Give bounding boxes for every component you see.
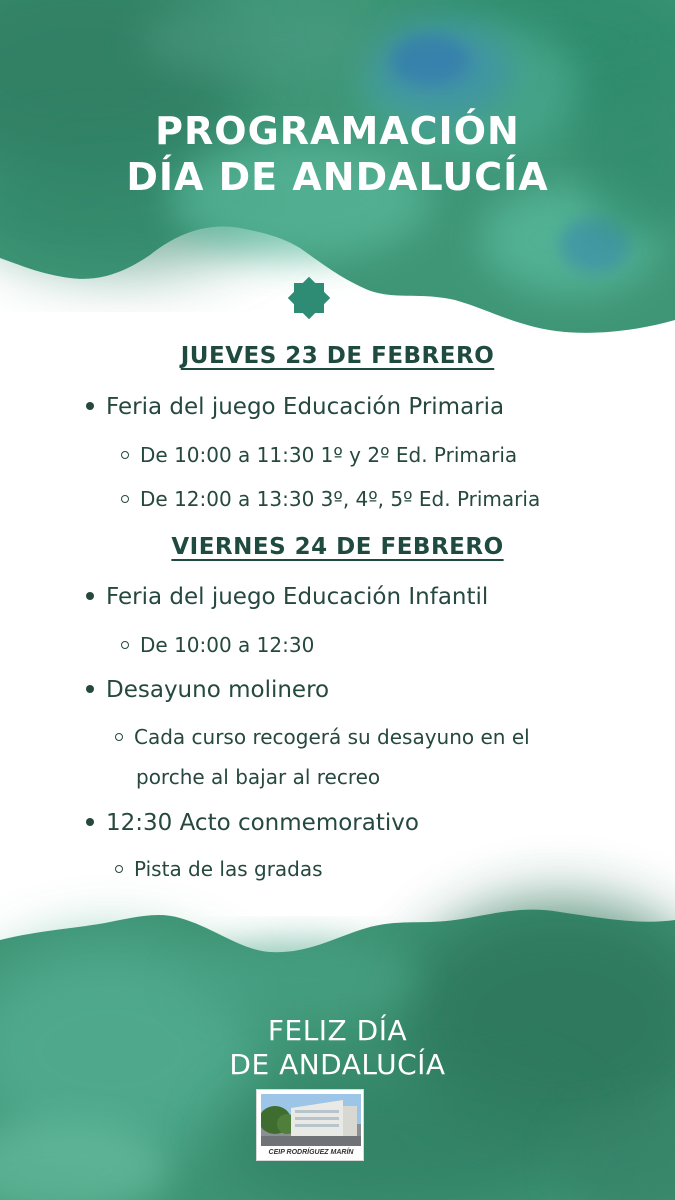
sub-list-item-label: Pista de las gradas xyxy=(134,857,323,881)
list-item-label: Feria del juego Educación Infantil xyxy=(106,584,489,610)
sub-list-item xyxy=(121,633,314,657)
sub-list-item xyxy=(115,857,323,881)
list-item xyxy=(86,584,488,610)
day-heading-friday: VIERNES 24 DE FEBRERO xyxy=(171,534,504,560)
sub-list-item xyxy=(115,725,530,749)
bullet-icon xyxy=(86,592,94,600)
sub-list-item-label: De 10:00 a 11:30 1º y 2º Ed. Primaria xyxy=(140,443,518,467)
hollow-bullet-icon xyxy=(121,641,129,649)
hollow-bullet-icon xyxy=(115,733,123,741)
list-item-label: Feria del juego Educación Primaria xyxy=(106,394,505,420)
list-item xyxy=(86,677,329,703)
bullet-icon xyxy=(86,685,94,693)
hollow-bullet-icon xyxy=(115,865,123,873)
sub-list-item-label: De 12:00 a 13:30 3º, 4º, 5º Ed. Primaria xyxy=(140,487,541,511)
school-name: CEIP RODRÍGUEZ MARÍN xyxy=(268,1149,354,1156)
bullet-icon xyxy=(86,818,94,826)
hollow-bullet-icon xyxy=(121,451,129,459)
day-heading-thursday: JUEVES 23 DE FEBRERO xyxy=(180,343,495,369)
greeting-line-1: FELIZ DÍA xyxy=(267,1014,408,1047)
sub-list-item xyxy=(121,487,540,511)
sub-list-item xyxy=(121,443,517,467)
sub-list-item-label: Cada curso recogerá su desayuno en el xyxy=(134,725,530,749)
eight-point-star-icon xyxy=(284,273,334,323)
bullet-icon xyxy=(86,402,94,410)
footer-greeting xyxy=(0,1014,675,1082)
list-item xyxy=(86,394,504,420)
title-line-1: PROGRAMACIÓN xyxy=(155,109,520,153)
title-line-2: DÍA DE ANDALUCÍA xyxy=(126,155,549,199)
greeting-line-2: DE ANDALUCÍA xyxy=(229,1048,446,1081)
list-item-label: Desayuno molinero xyxy=(106,677,330,703)
hollow-bullet-icon xyxy=(121,495,129,503)
school-logo xyxy=(256,1089,364,1161)
page-title xyxy=(0,108,675,200)
sub-list-item-continuation: porche al bajar al recreo xyxy=(136,765,381,789)
school-building-photo xyxy=(261,1094,361,1146)
list-item xyxy=(86,810,419,836)
sub-list-item-label: De 10:00 a 12:30 xyxy=(140,633,315,657)
list-item-label: 12:30 Acto conmemorativo xyxy=(106,810,419,836)
